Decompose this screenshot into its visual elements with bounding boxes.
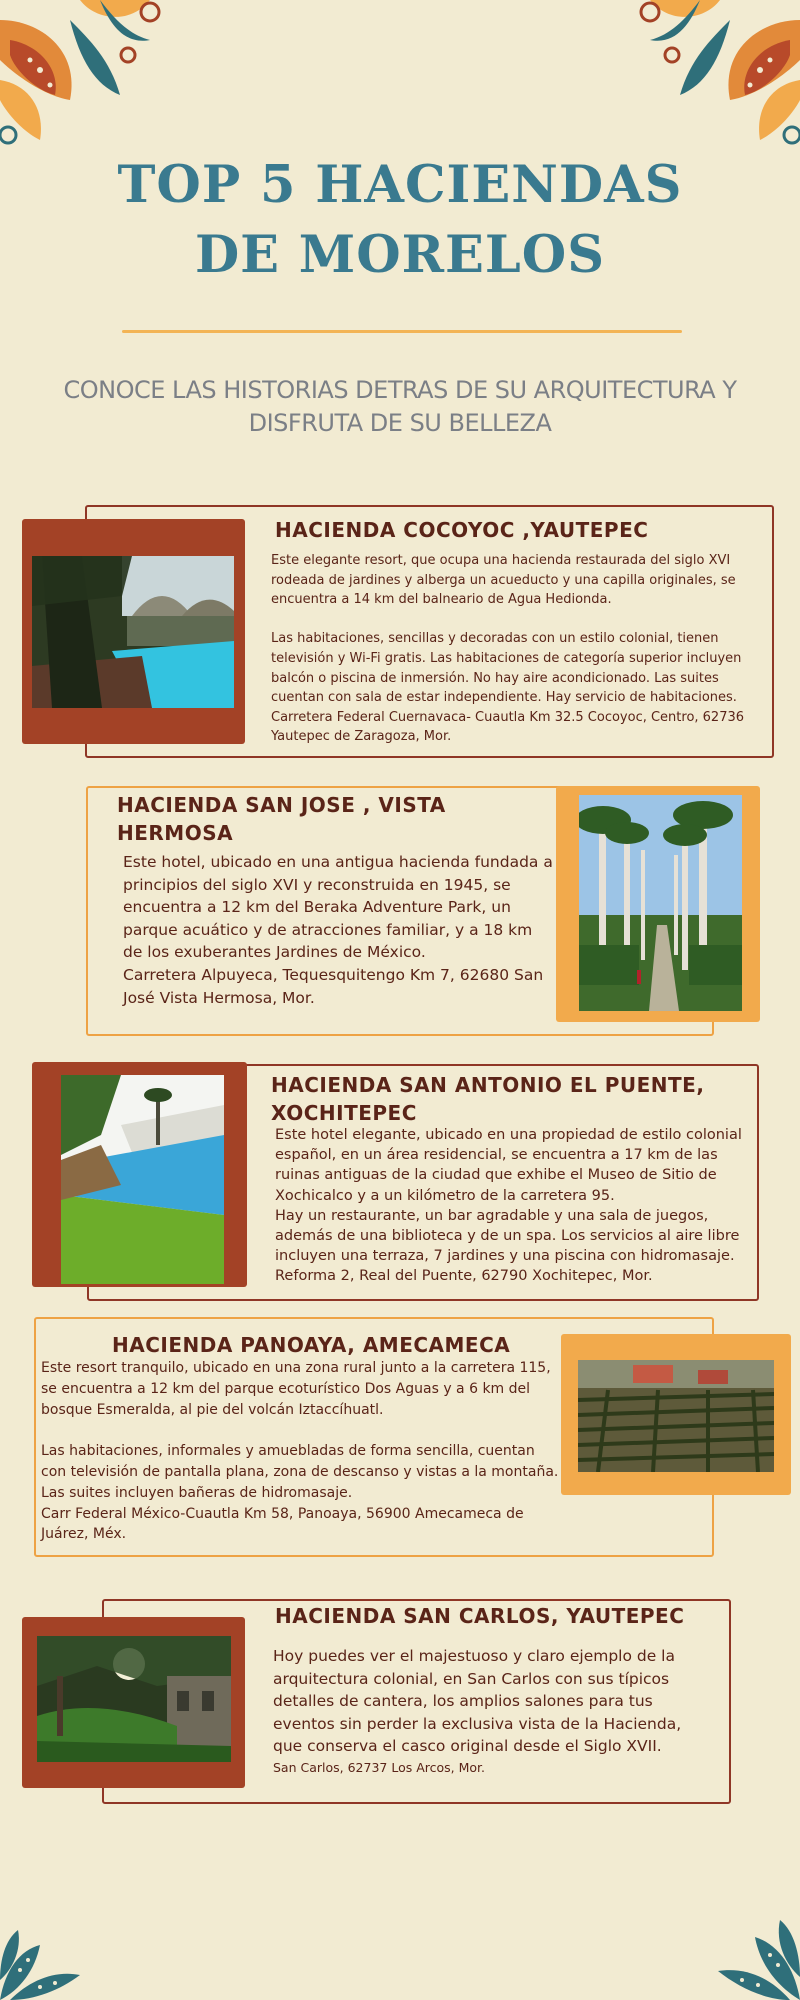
section-sancarlos-title: HACIENDA SAN CARLOS, YAUTEPEC	[275, 1604, 685, 1628]
section-sanantonio-description: Este hotel elegante, ubicado en una propiedad de estilo colonial español, en un área residencial, se encuentra a 17 km de las ruinas antiguas de la ciudad que exhibe el Museo de Sitio de Xochicalco y a un kilómetro de la carretera 95. Hay un restaurante, un bar agradable y una sala de juegos, además de una biblioteca y de un spa. Los servicios al aire libre incluyen una terraza, 7 jardines y una piscina con hidromasaje. Reforma 2, Real del Puente, 62790 Xochitepec, Mor.	[275, 1127, 742, 1285]
page-title: TOP 5 HACIENDAS DE MORELOS	[117, 155, 683, 285]
section-sanantonio-title: HACIENDA SAN ANTONIO EL PUENTE, XOCHITEPEC	[271, 1073, 705, 1125]
section-sancarlos-address: San Carlos, 62737 Los Arcos, Mor.	[273, 1760, 486, 1775]
cocoyoc-pool-photo	[32, 556, 234, 708]
section-sanjose-title: HACIENDA SAN JOSE , VISTA HERMOSA	[117, 793, 446, 845]
section-sanjose-description: Este hotel, ubicado en una antigua hacienda fundada a principios del siglo XVI y reconstruida en 1945, se encuentra a 12 km del Beraka Adventure Park, un parque acuático y de atracciones familiar, y a 18 km de los exuberantes Jardines de México. Carretera Alpuyeca, Tequesquitengo Km 7, 62680 San José Vista Hermosa, Mor.	[123, 853, 553, 1007]
floral-ornament-top-right-icon	[630, 0, 800, 150]
section-cocoyoc-title: HACIENDA COCOYOC ,YAUTEPEC	[275, 518, 649, 542]
title-divider	[122, 330, 682, 333]
floral-ornament-top-left-icon	[0, 0, 170, 150]
leaf-ornament-bottom-left-icon	[0, 1925, 90, 2000]
section-panoaya-description: Este resort tranquilo, ubicado en una zona rural junto a la carretera 115, se encuentra a 12 km del parque ecoturístico Dos Aguas y a 6 km del bosque Esmeralda, al pie del volcán Iztaccíhuatl. Las habitaciones, informales y amuebladas de forma sencilla, cuentan con televisión de pantalla plana, zona de descanso y vistas a la montaña. Las suites incluyen bañeras de hidromasaje. Carr Federal México-Cuautla Km 58, Panoaya, 56900 Amecameca de Juárez, Méx.	[41, 1360, 559, 1543]
sanjose-palm-avenue-photo	[579, 795, 742, 1011]
page-subtitle: CONOCE LAS HISTORIAS DETRAS DE SU ARQUITECTURA Y DISFRUTA DE SU BELLEZA	[63, 376, 737, 437]
section-panoaya-title: HACIENDA PANOAYA, AMECAMECA	[112, 1333, 511, 1357]
sancarlos-garden-photo	[37, 1636, 231, 1762]
leaf-ornament-bottom-right-icon	[715, 1915, 800, 2000]
sanantonio-pool-photo	[61, 1075, 224, 1284]
section-sancarlos-description: Hoy puedes ver el majestuoso y claro ejemplo de la arquitectura colonial, en San Carlos con sus típicos detalles de cantera, los amplios salones para tus eventos sin perder la exclusiva vista de la Hacienda, que conserva el casco original desde el Siglo XVII.	[273, 1647, 682, 1755]
panoaya-maze-photo	[578, 1360, 774, 1472]
section-cocoyoc-description: Este elegante resort, que ocupa una hacienda restaurada del siglo XVI rodeada de jardines y alberga un acueducto y una capilla originales, se encuentra a 14 km del balneario de Agua Hedionda. Las habitaciones, sencillas y decoradas con un estilo colonial, tienen televisión y Wi-Fi gratis. Las habitaciones de categoría superior incluyen balcón o piscina de inmersión. No hay aire acondicionado. Las suites cuentan con sala de estar independiente. Hay servicio de habitaciones. Carretera Federal Cuernavaca- Cuautla Km 32.5 Cocoyoc, Centro, 62736 Yautepec de Zaragoza, Mor.	[271, 553, 745, 745]
